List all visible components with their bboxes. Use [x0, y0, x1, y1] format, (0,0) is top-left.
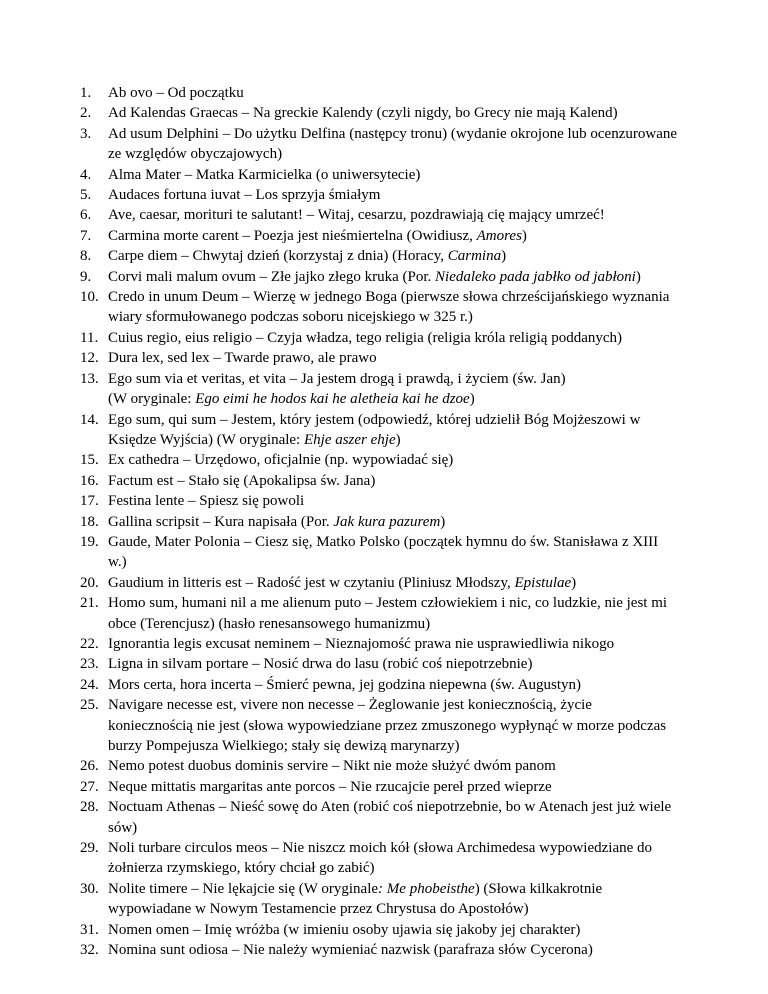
- list-item: [80, 532, 680, 573]
- list-item-text: [108, 287, 680, 328]
- list-item-number: 31.: [80, 921, 99, 938]
- list-item: [80, 124, 680, 165]
- text-segment: Ignorantia legis excusat neminem – Nieznajomość prawa nie usprawiedliwia nikogo: [108, 635, 615, 652]
- list-item-text: [108, 471, 680, 491]
- list-item-number: 25.: [80, 697, 99, 714]
- list-item-number: 16.: [80, 472, 99, 489]
- list-item-number: 18.: [80, 513, 99, 530]
- list-item-text: [108, 920, 680, 940]
- italic-text-segment: Amores: [476, 227, 522, 244]
- text-segment: Ego sum via et veritas, et vita – Ja jestem drogą i prawdą, i życiem (św. Jan): [108, 370, 566, 387]
- list-item: [80, 756, 680, 776]
- list-item-text: [108, 246, 680, 266]
- text-segment: Festina lente – Spiesz się powoli: [108, 493, 305, 510]
- list-item: [80, 165, 680, 185]
- list-item-number: 17.: [80, 493, 99, 510]
- italic-text-segment: Carmina: [447, 248, 502, 265]
- text-segment: Factum est – Stało się (Apokalipsa św. Jana): [108, 472, 376, 489]
- text-segment: Homo sum, humani nil a me alienum puto – Jestem człowiekiem i nic, co ludzkie, nie jest mi obce (Terencjusz) (hasło renesansowego humanizmu): [108, 595, 668, 632]
- list-item-number: 1.: [80, 85, 92, 101]
- text-segment: Ex cathedra – Urzędowo, oficjalnie (np. wypowiadać się): [108, 452, 454, 469]
- list-item: [80, 634, 680, 654]
- list-item: [80, 593, 680, 634]
- text-segment: Credo in unum Deum – Wierzę w jednego Boga (pierwsze słowa chrześcijańskiego wyznania wiary sformułowanego podczas soboru nicejskiego w 325 r.): [108, 289, 670, 326]
- list-item-text: [108, 124, 680, 165]
- list-item-text: [108, 410, 680, 451]
- text-segment: Dura lex, sed lex – Twarde prawo, ale prawo: [108, 350, 377, 367]
- list-item-text: [108, 205, 680, 225]
- list-item-number: 7.: [80, 227, 92, 244]
- list-item-number: 6.: [80, 207, 92, 224]
- text-segment: ): [469, 391, 475, 408]
- list-item-text: [108, 348, 680, 368]
- text-segment: Gaude, Mater Polonia – Ciesz się, Matko Polsko (początek hymnu do św. Stanisława z XIII w.): [108, 533, 659, 571]
- list-item-text: [108, 756, 680, 776]
- list-item-number: 30.: [80, 880, 99, 897]
- list-item-text: [108, 328, 680, 348]
- latin-proverb-list: [80, 83, 680, 960]
- text-segment: Nolite timere – Nie lękajcie się (W oryginale: [108, 880, 379, 897]
- list-item-text: [108, 838, 680, 879]
- text-segment: Nemo potest duobus dominis servire – Nikt nie może służyć dwóm panom: [108, 758, 556, 775]
- text-segment: Nomina sunt odiosa – Nie należy wymieniać nazwisk (parafraza słów Cycerona): [108, 942, 593, 959]
- list-item-number: 32.: [80, 942, 99, 959]
- list-item: [80, 205, 680, 225]
- text-segment: Ab ovo – Od początku: [108, 85, 244, 101]
- text-segment: Ad usum Delphini – Do użytku Delfina (następcy tronu) (wydanie okrojone lub ocenzurowane ze względów obyczajowych): [108, 125, 678, 163]
- list-item-text: [108, 450, 680, 470]
- list-item-text: [108, 369, 680, 410]
- text-segment: Audaces fortuna iuvat – Los sprzyja śmiałym: [108, 187, 381, 204]
- list-item: [80, 838, 680, 879]
- text-segment: ): [635, 268, 641, 285]
- text-segment: Corvi mali malum ovum – Złe jajko złego kruka (Por.: [108, 268, 436, 285]
- list-item-text: [108, 267, 680, 287]
- list-item: [80, 83, 680, 103]
- list-item-number: 10.: [80, 289, 99, 306]
- list-item-number: 19.: [80, 533, 99, 550]
- text-segment: ) (Słowa kilkakrotnie wypowiadane w Nowym Testamencie przez Chrystusa do Apostołów): [108, 880, 603, 918]
- list-item-text: [108, 940, 680, 960]
- text-segment: Nomen omen – Imię wróżba (w imieniu osoby ujawia się jakoby jej charakter): [108, 921, 581, 938]
- list-item-text: [108, 226, 680, 246]
- text-segment: Gallina scripsit – Kura napisała (Por.: [108, 513, 334, 530]
- list-item-number: 12.: [80, 350, 99, 367]
- italic-text-segment: Ehje aszer ehje: [303, 431, 396, 448]
- text-segment: Ad Kalendas Graecas – Na greckie Kalendy (czyli nigdy, bo Grecy nie mają Kalend): [108, 105, 618, 122]
- list-item: [80, 185, 680, 205]
- list-item: [80, 797, 680, 838]
- list-item: [80, 410, 680, 451]
- list-item-text: [108, 512, 680, 532]
- list-item-text: [108, 532, 680, 573]
- text-segment: ): [440, 513, 446, 530]
- text-segment: Navigare necesse est, vivere non necesse – Żeglowanie jest koniecznością, życie koniecznością nie jest (słowa wypowiedziane przez zmuszonego wypłynąć w morze podczas burzy Pompejusza Wielkiego; stały się dewizą marynarzy): [108, 697, 667, 754]
- list-item: [80, 940, 680, 960]
- list-item: [80, 777, 680, 797]
- list-item: [80, 654, 680, 674]
- list-item: [80, 491, 680, 511]
- text-segment: Carmina morte carent – Poezja jest nieśmiertelna (Owidiusz,: [108, 227, 477, 244]
- list-item: [80, 369, 680, 410]
- list-item-number: 2.: [80, 105, 92, 122]
- list-item-number: 9.: [80, 268, 92, 285]
- text-segment: Gaudium in litteris est – Radość jest w czytaniu (Pliniusz Młodszy,: [108, 574, 515, 591]
- list-item-text: [108, 777, 680, 797]
- text-segment: Neque mittatis margaritas ante porcos – Nie rzucajcie pereł przed wieprze: [108, 778, 552, 795]
- list-item-number: 3.: [80, 125, 92, 142]
- list-item: [80, 675, 680, 695]
- text-segment: Alma Mater – Matka Karmicielka (o uniwersytecie): [108, 166, 421, 183]
- list-item-number: 15.: [80, 452, 99, 469]
- text-segment: ): [395, 431, 401, 448]
- list-item-text: [108, 797, 680, 838]
- list-item: [80, 471, 680, 491]
- text-segment: Carpe diem – Chwytaj dzień (korzystaj z dnia) (Horacy,: [108, 248, 448, 265]
- text-segment: Noli turbare circulos meos – Nie niszcz moich kół (słowa Archimedesa wypowiedziane do żołnierza rzymskiego, który chciał go zabić): [108, 840, 653, 877]
- italic-text-segment: : Me phobeisthe: [378, 880, 475, 897]
- list-item: [80, 226, 680, 246]
- list-item-text: [108, 879, 680, 920]
- list-item-text: [108, 695, 680, 756]
- list-item: [80, 695, 680, 756]
- list-item: [80, 573, 680, 593]
- list-item: [80, 287, 680, 328]
- text-segment: Noctuam Athenas – Nieść sowę do Aten (robić coś niepotrzebnie, bo w Atenach jest już wiele sów): [108, 799, 672, 836]
- list-item-text: [108, 593, 680, 634]
- list-item: [80, 103, 680, 123]
- text-segment: Ego sum, qui sum – Jestem, który jestem (odpowiedź, której udzielił Bóg Mojżeszowi w Księdze Wyjścia) (W oryginale:: [108, 411, 641, 448]
- list-item: [80, 450, 680, 470]
- italic-text-segment: Ego eimi he hodos kai he aletheia kai he dzoe: [195, 391, 470, 408]
- italic-text-segment: Niedaleko pada jabłko od jabłoni: [435, 268, 636, 285]
- list-item-number: 20.: [80, 574, 99, 591]
- list-item-text: [108, 83, 680, 103]
- list-item-number: 26.: [80, 758, 99, 775]
- italic-text-segment: Epistulae: [514, 574, 572, 591]
- text-segment: Mors certa, hora incerta – Śmierć pewna, jej godzina niepewna (św. Augustyn): [108, 676, 582, 693]
- list-item-number: 11.: [80, 329, 99, 346]
- list-item-text: [108, 654, 680, 674]
- text-segment: Ave, caesar, morituri te salutant! – Witaj, cesarzu, pozdrawiają cię mający umrzeć!: [108, 207, 605, 224]
- list-item-text: [108, 185, 680, 205]
- list-item-text: [108, 491, 680, 511]
- text-segment: ): [501, 248, 507, 265]
- list-item-number: 5.: [80, 187, 92, 204]
- text-segment: (W oryginale:: [108, 391, 196, 408]
- list-item: [80, 348, 680, 368]
- text-segment: ): [571, 574, 577, 591]
- list-item-number: 22.: [80, 635, 99, 652]
- list-item-number: 8.: [80, 248, 92, 265]
- text-segment: Ligna in silvam portare – Nosić drwa do lasu (robić coś niepotrzebnie): [108, 656, 533, 673]
- list-item-number: 24.: [80, 676, 99, 693]
- italic-text-segment: Jak kura pazurem: [333, 513, 441, 530]
- list-item-text: [108, 103, 680, 123]
- list-item-number: 13.: [80, 370, 99, 387]
- list-item-number: 29.: [80, 840, 99, 857]
- list-item-number: 4.: [80, 166, 92, 183]
- list-item: [80, 512, 680, 532]
- list-item-text: [108, 634, 680, 654]
- text-segment: ): [521, 227, 527, 244]
- list-item-number: 21.: [80, 595, 99, 612]
- list-item-text: [108, 675, 680, 695]
- list-item: [80, 267, 680, 287]
- list-item: [80, 879, 680, 920]
- list-item-text: [108, 573, 680, 593]
- list-item-number: 28.: [80, 799, 99, 816]
- list-item: [80, 920, 680, 940]
- list-item-number: 27.: [80, 778, 99, 795]
- list-item-text: [108, 165, 680, 185]
- list-item-number: 23.: [80, 656, 99, 673]
- list-item: [80, 246, 680, 266]
- list-item: [80, 328, 680, 348]
- list-item-number: 14.: [80, 411, 99, 428]
- text-segment: Cuius regio, eius religio – Czyja władza, tego religia (religia króla religią poddanych): [108, 329, 622, 346]
